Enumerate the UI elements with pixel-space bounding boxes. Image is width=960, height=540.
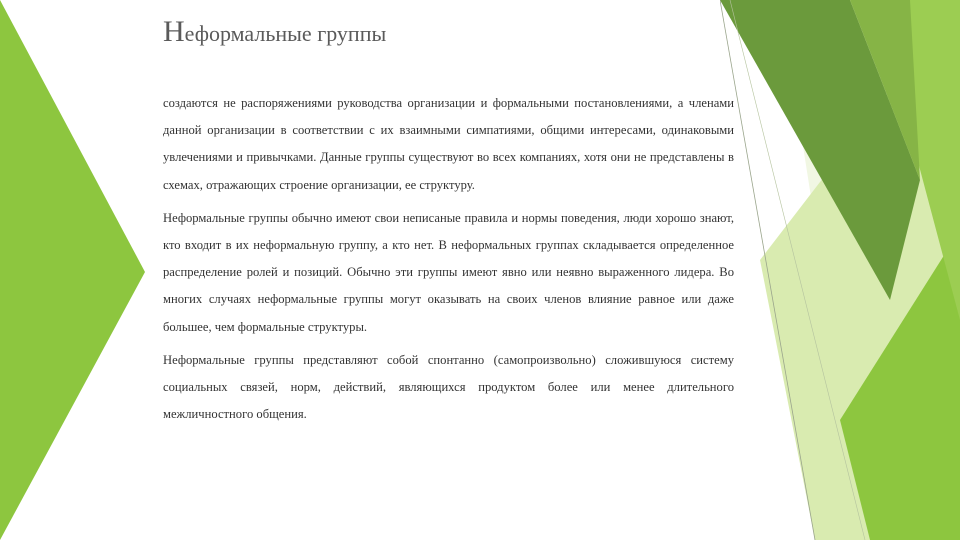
body-paragraph-1: создаются не распоряжениями руководства организации и формальными постановлениями, а членами данной организации в соответствии с их взаимными симпатиями, общими интересами, одинаковыми увлечениями и привычками. Данные группы существуют во всех компаниях, хотя они не представлены в схемах, отражающих строение организации, ее структуру. [163,96,734,192]
body-paragraph-3: Неформальные группы представляют собой спонтанно (самопроизвольно) сложившуюся систему социальных связей, норм, действий, являющихся продуктом более или менее длительного межличностного общения. [163,352,734,422]
slide-title-first-letter: Н [163,15,185,48]
body-paragraph-2: Неформальные группы обычно имеют свои неписаные правила и нормы поведения, люди хорошо знают, кто входит в их неформальную группу, а кто нет. В неформальных группах складывается определенное распределение ролей и позиций. Обычно эти группы имеют явно или неявно выраженного лидера. Во многих случаях неформальные группы могут оказывать на своих членов влияние равное или даже большее, чем формальные структуры. [163,210,734,334]
slide-title-rest: еформальные группы [184,21,387,46]
left-arrow-shape [0,0,145,540]
right-decoration [720,0,960,540]
slide-title [163,14,386,50]
slide-body [163,90,734,434]
left-arrow-decoration [0,0,150,540]
